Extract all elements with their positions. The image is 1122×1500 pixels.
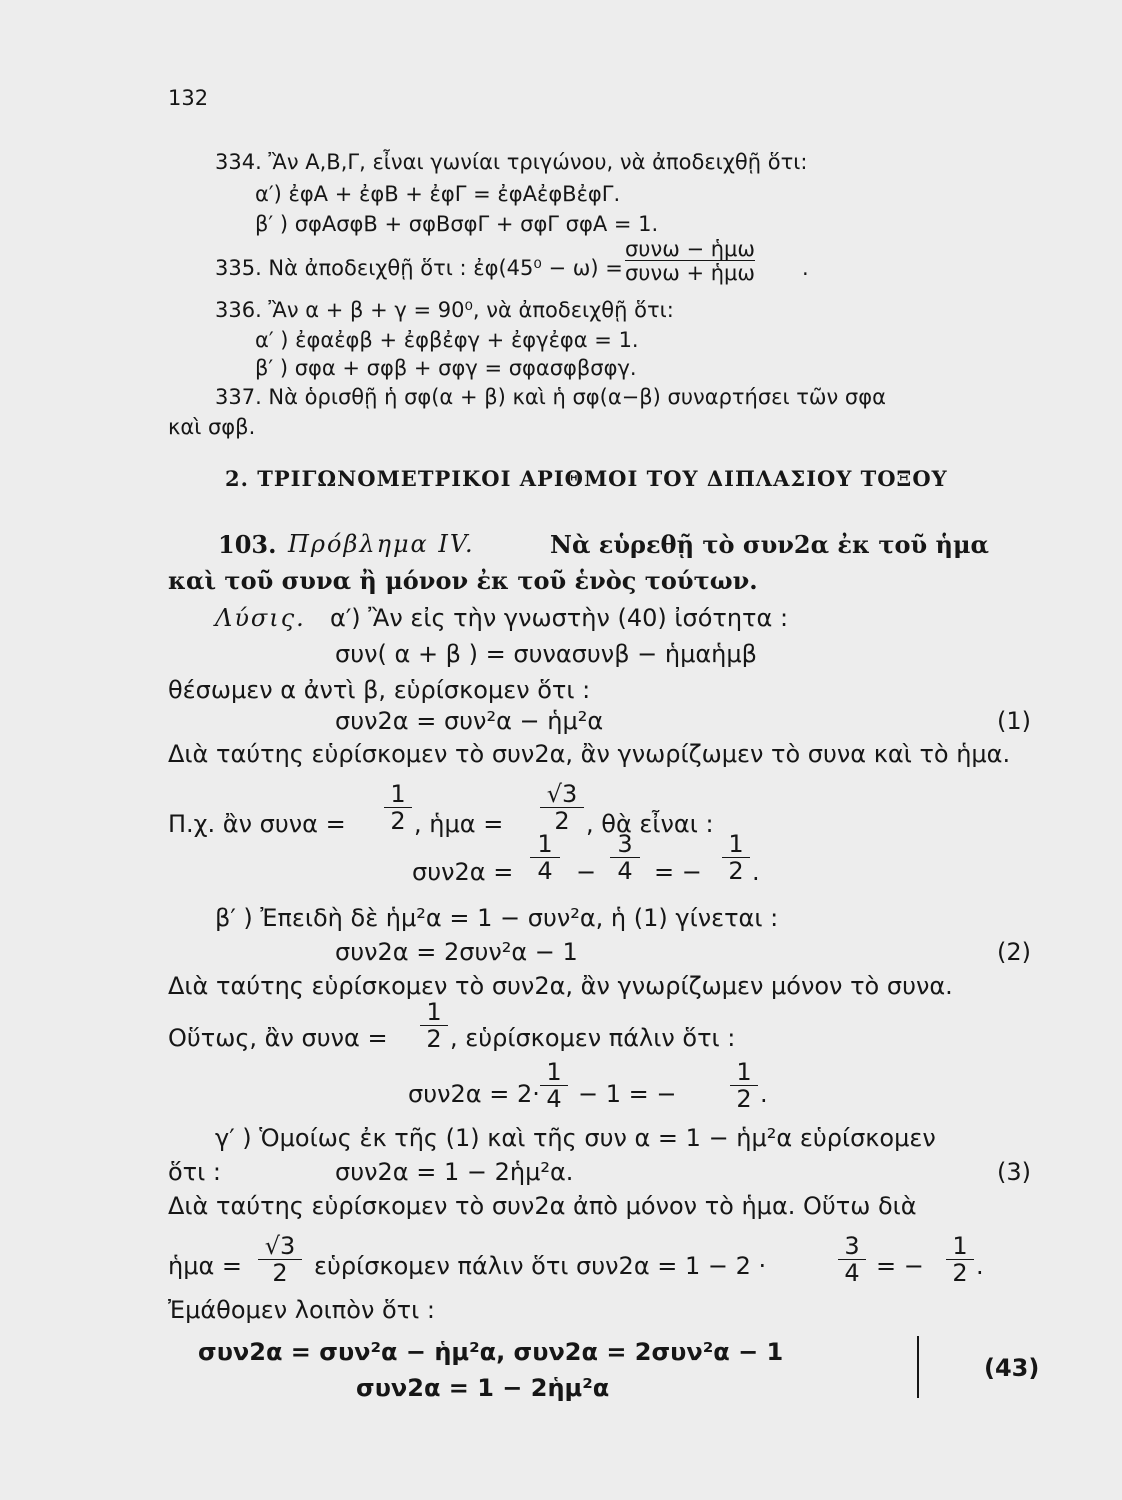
fraction-numerator: √3 <box>546 780 578 808</box>
fraction-denominator: 2 <box>540 807 584 836</box>
example-a-prefix: Π.χ. ἂν συνα = <box>168 810 346 838</box>
fraction-denominator: 2 <box>258 1259 302 1288</box>
find-line-2: Διὰ ταύτης εὑρίσκομεν τὸ συν2α, ἂν γνωρίζωμεν μόνον τὸ συνα. <box>168 972 953 1000</box>
find-line-3: Διὰ ταύτης εὑρίσκομεν τὸ συν2α ἀπὸ μόνον τὸ ἡμα. Οὕτω διὰ <box>168 1192 917 1220</box>
solution-c-prefix: ὅτι : <box>168 1158 221 1186</box>
fraction-numerator: 1 <box>426 998 442 1026</box>
example-c-fraction-3 <box>946 1234 974 1288</box>
fraction-denominator: 4 <box>838 1259 866 1288</box>
fraction-denominator: 4 <box>540 1085 568 1114</box>
section-title: 2. ΤΡΙΓΩΝΟΜΕΤΡΙΚΟΙ ΑΡΙΘΜΟΙ ΤΟΥ ΔΙΠΛΑΣΙΟΥ ΤΟΞΟΥ <box>225 466 948 491</box>
example-a-fraction-4 <box>610 832 640 886</box>
fraction-denominator: 4 <box>610 857 640 886</box>
formula-2: συν2α = 2συν²α − 1 <box>335 938 578 966</box>
solution-c-intro: γ′ ) Ὁμοίως ἐκ τῆς (1) καὶ τῆς συν α = 1 − ἡμ²α εὑρίσκομεν <box>215 1124 936 1152</box>
fraction-numerator: 3 <box>617 830 633 858</box>
exercise-335-fraction <box>625 238 755 285</box>
find-line-1: Διὰ ταύτης εὑρίσκομεν τὸ συν2α, ἂν γνωρίζωμεν τὸ συνα καὶ τὸ ἡμα. <box>168 740 1011 768</box>
example-a-eq: = − <box>654 858 702 886</box>
example-a-lhs: συν2α = <box>412 858 514 886</box>
exercise-337-line1: 337. Νὰ ὁρισθῇ ἡ σφ(α + β) καὶ ἡ σφ(α−β) συναρτήσει τῶν σφα <box>215 385 886 409</box>
substitute-line: θέσωμεν α ἀντὶ β, εὑρίσκομεν ὅτι : <box>168 676 591 704</box>
example-a-dot: . <box>752 858 760 886</box>
exercise-336-b: β′ ) σφα + σφβ + σφγ = σφασφβσφγ. <box>255 356 637 380</box>
formula-1: συν2α = συν²α − ἡμ²α <box>335 707 604 735</box>
summary-line-1: συν2α = συν²α − ἡμ²α, συν2α = 2συν²α − 1 <box>198 1338 784 1366</box>
example-a-minus: − <box>576 858 597 886</box>
example-a-mid: , ἡμα = <box>414 810 504 838</box>
example-c-dot: . <box>976 1252 984 1280</box>
summary-tag: (43) <box>984 1354 1040 1382</box>
formula-3: συν2α = 1 − 2ἡμ²α. <box>335 1158 574 1186</box>
fraction-numerator: 1 <box>537 830 553 858</box>
problem-statement-1: Νὰ εὑρεθῇ τὸ συν2α ἐκ τοῦ ἡμα <box>550 530 989 559</box>
exercise-335-dot: . <box>802 256 809 280</box>
example-c-eq: = − <box>876 1252 924 1280</box>
tag-1: (1) <box>997 707 1031 735</box>
learned-line: Ἐμάθομεν λοιπὸν ὅτι : <box>168 1296 435 1324</box>
solution-label: Λύσις. <box>215 604 306 632</box>
example-b-prefix: Οὕτως, ἂν συνα = <box>168 1024 388 1052</box>
fraction-numerator: 1 <box>390 780 406 808</box>
solution-b-intro: β′ ) Ἐπειδὴ δὲ ἡμ²α = 1 − συν²α, ἡ (1) γίνεται : <box>215 904 779 932</box>
exercise-337-line2: καὶ σφβ. <box>168 415 256 439</box>
example-b-fraction-2 <box>540 1060 568 1114</box>
exercise-335-text: 335. Νὰ ἀποδειχθῇ ὅτι : ἐφ(45⁰ − ω) = <box>215 256 623 280</box>
fraction-denominator: 2 <box>384 807 412 836</box>
example-a-fraction-3 <box>530 832 560 886</box>
example-c-prefix: ἡμα = <box>168 1252 243 1280</box>
fraction-numerator: √3 <box>264 1232 296 1260</box>
fraction-numerator: συνω − ἡμω <box>625 237 755 261</box>
formula-40: συν( α + β ) = συνασυνβ − ἡμαἡμβ <box>335 640 757 668</box>
fraction-numerator: 1 <box>736 1058 752 1086</box>
example-a-fraction-5 <box>722 832 750 886</box>
example-b-mid: − 1 = − <box>578 1080 677 1108</box>
exercise-336-head: 336. Ἂν α + β + γ = 90⁰, νὰ ἀποδειχθῇ ὅτι: <box>215 298 674 322</box>
fraction-denominator: 4 <box>530 857 560 886</box>
example-c-mid: εὑρίσκομεν πάλιν ὅτι συν2α = 1 − 2 · <box>314 1252 767 1280</box>
exercise-334-a: α′) ἐφΑ + ἐφΒ + ἐφΓ = ἐφΑἐφΒἐφΓ. <box>255 182 621 206</box>
exercise-334-head: 334. Ἂν Α,Β,Γ, εἶναι γωνίαι τριγώνου, νὰ ἀποδειχθῇ ὅτι: <box>215 150 808 174</box>
example-a-suffix: , θὰ εἶναι : <box>586 810 714 838</box>
example-c-fraction-1 <box>258 1234 302 1288</box>
exercise-334-b: β′ ) σφΑσφΒ + σφΒσφΓ + σφΓ σφΑ = 1. <box>255 212 659 236</box>
fraction-numerator: 1 <box>952 1232 968 1260</box>
tag-2: (2) <box>997 938 1031 966</box>
problem-number: 103. <box>218 530 277 559</box>
fraction-denominator: 2 <box>946 1259 974 1288</box>
summary-line-2: συν2α = 1 − 2ἡμ²α <box>356 1374 610 1402</box>
fraction-numerator: 1 <box>728 830 744 858</box>
example-c-fraction-2 <box>838 1234 866 1288</box>
tag-3: (3) <box>997 1158 1031 1186</box>
problem-label: Πρόβλημα IV. <box>288 530 475 558</box>
exercise-336-a: α′ ) ἐφαἐφβ + ἐφβἐφγ + ἐφγἐφα = 1. <box>255 328 639 352</box>
example-b-suffix: , εὑρίσκομεν πάλιν ὅτι : <box>450 1024 736 1052</box>
example-b-fraction-3 <box>730 1060 758 1114</box>
problem-statement-2: καὶ τοῦ συνα ἢ μόνον ἐκ τοῦ ἑνὸς τούτων. <box>168 566 758 595</box>
fraction-denominator: 2 <box>730 1085 758 1114</box>
solution-a-intro: α′) Ἂν εἰς τὴν γνωστὴν (40) ἰσότητα : <box>330 604 789 632</box>
example-a-fraction-2 <box>540 782 584 836</box>
fraction-numerator: 1 <box>546 1058 562 1086</box>
example-b-lhs: συν2α = 2· <box>408 1080 540 1108</box>
fraction-denominator: 2 <box>722 857 750 886</box>
example-b-fraction-1 <box>420 1000 448 1054</box>
page-number: 132 <box>168 86 209 110</box>
fraction-denominator: συνω + ἡμω <box>625 261 755 286</box>
example-a-fraction-1 <box>384 782 412 836</box>
example-b-dot: . <box>760 1080 768 1108</box>
fraction-numerator: 3 <box>844 1232 860 1260</box>
fraction-denominator: 2 <box>420 1025 448 1054</box>
summary-brace <box>917 1336 919 1398</box>
